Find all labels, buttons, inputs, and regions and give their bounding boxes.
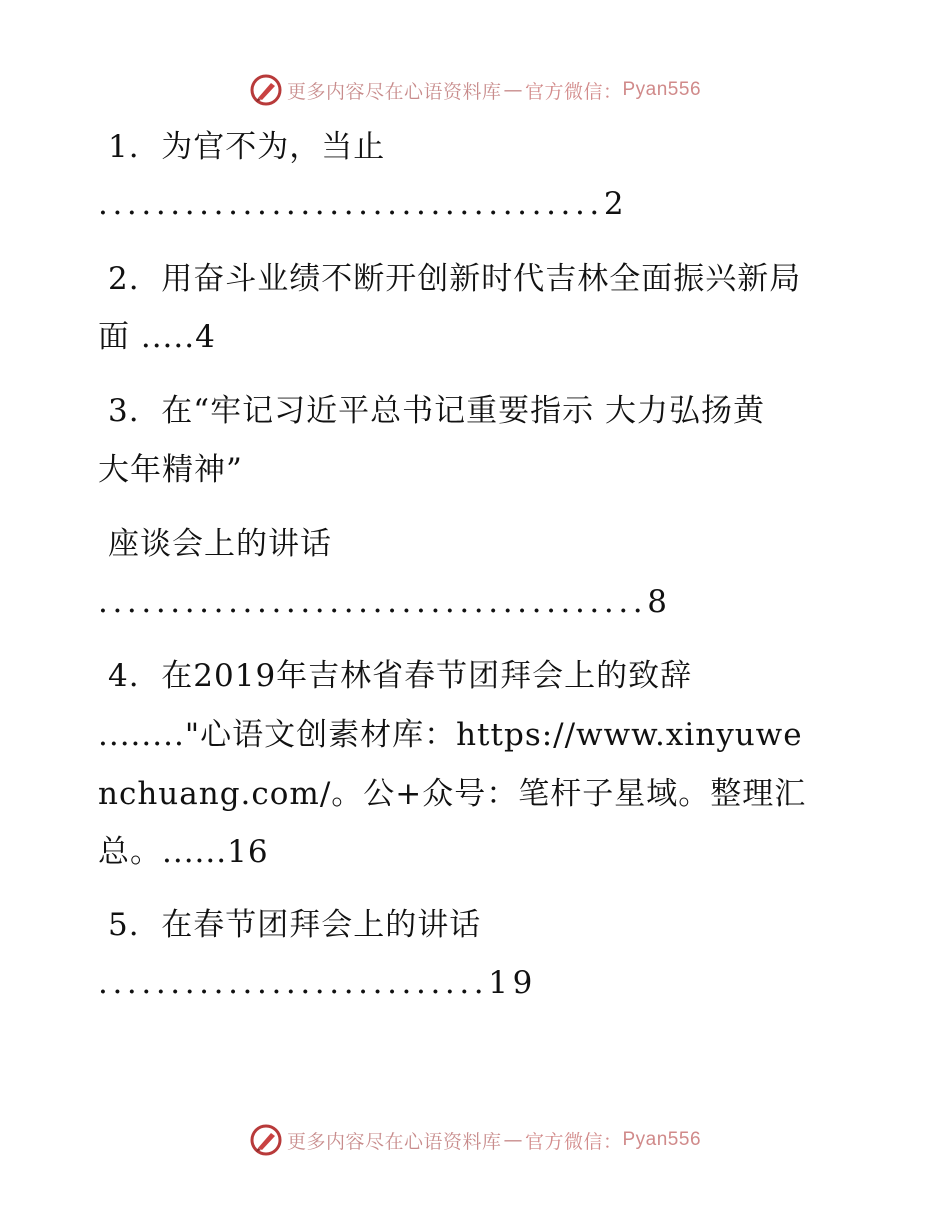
toc-item-2-leader: 面 .....4	[98, 319, 216, 355]
watermark-text: 更多内容尽在心语资料库	[286, 80, 502, 103]
toc-item-2-title: 2. 用奋斗业绩不断开创新时代吉林全面振兴新局	[108, 261, 802, 297]
watermark-dash: —	[503, 1129, 523, 1151]
toc-item-5-leader: ...........................19	[98, 965, 537, 1001]
watermark-text: 更多内容尽在心语资料库	[286, 1130, 502, 1153]
toc-item-3-leader: ......................................8	[98, 584, 672, 620]
watermark-account: 官方微信：	[524, 1130, 623, 1153]
toc-item-3-subtitle: 座谈会上的讲话	[108, 526, 332, 562]
toc-item-1-title: 1. 为官不为，当止	[108, 129, 386, 165]
watermark-id: Pyan556	[622, 1129, 702, 1150]
toc-item-4-leader: 总。......16	[98, 834, 269, 870]
toc-item-3-title-cont: 大年精神”	[98, 452, 243, 488]
toc-item-1-leader: ...................................2	[98, 186, 629, 222]
watermark-dash: —	[503, 79, 523, 101]
pen-logo-icon	[249, 73, 283, 107]
toc-item-4-title: 4. 在2019年吉林省春节团拜会上的致辞	[108, 658, 693, 694]
toc-item-4-line-3: nchuang.com/。公+众号：笔杆子星域。整理汇	[98, 776, 807, 812]
toc-item-3-title: 3. 在“牢记习近平总书记重要指示 大力弘扬黄	[108, 393, 765, 429]
pen-logo-icon	[249, 1123, 283, 1157]
toc-item-5-title: 5. 在春节团拜会上的讲话	[108, 907, 482, 943]
toc-item-4-line-2: ........"心语文创素材库：https://www.xinyuwe	[98, 717, 803, 753]
header-watermark	[0, 70, 950, 110]
watermark-account: 官方微信：	[524, 80, 623, 103]
watermark-id: Pyan556	[622, 79, 702, 100]
footer-watermark	[0, 1120, 950, 1160]
